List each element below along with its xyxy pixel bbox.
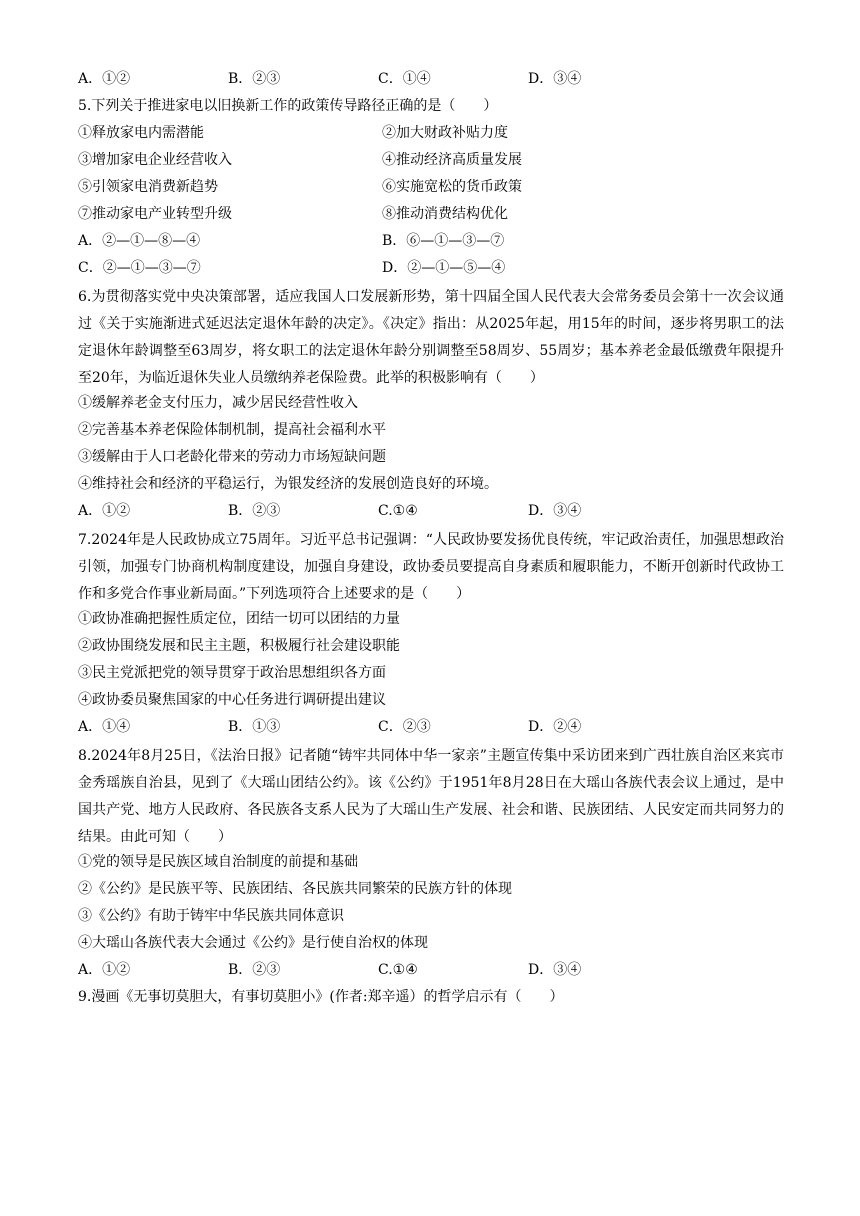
q5-options-row bbox=[78, 230, 784, 257]
q8-item: ③《公约》有助于铸牢中华民族共同体意识 bbox=[78, 908, 344, 924]
q4-options bbox=[78, 68, 784, 95]
q8-options bbox=[78, 959, 784, 986]
q5-options-row bbox=[78, 257, 784, 284]
q8-item: ①党的领导是民族区域自治制度的前提和基础 bbox=[78, 854, 358, 870]
q6-stem: 6.为贯彻落实党中央决策部署，适应我国人口发展新形势，第十四届全国人民代表大会常务委员会第十一次会议通过《关于实施渐进式延迟法定退休年龄的决定》。《决定》指出：从2025年起，用15年的时间，逐步将男职工的法定退休年龄调整至63周岁，将女职工的法定退休年龄分别调整至58周岁、55周岁；基本养老金最低缴费年限提升至20年，为临近退休失业人员缴纳养老保险费。此举的积极影响有（ ） bbox=[78, 289, 784, 386]
q6-option-a[interactable]: A．①② bbox=[78, 503, 131, 519]
q5-items-row bbox=[78, 176, 784, 203]
q8-option-d[interactable]: D．③④ bbox=[528, 962, 582, 978]
q5-item: ⑤引领家电消费新趋势 bbox=[78, 179, 218, 195]
q7-option-c[interactable]: C．②③ bbox=[378, 719, 431, 735]
q6-option-c[interactable]: C.①④ bbox=[378, 503, 418, 519]
q7-option-b[interactable]: B．①③ bbox=[228, 719, 281, 735]
q7-item: ①政协准确把握性质定位，团结一切可以团结的力量 bbox=[78, 611, 400, 627]
q5-items-row bbox=[78, 203, 784, 230]
q5-option-d[interactable]: D．②—①—⑤—④ bbox=[382, 260, 506, 276]
q7-item: ④政协委员聚焦国家的中心任务进行调研提出建议 bbox=[78, 692, 386, 708]
q6-option-b[interactable]: B．②③ bbox=[228, 503, 281, 519]
q4-option-a[interactable]: A．①② bbox=[78, 71, 131, 87]
q5-option-b[interactable]: B．⑥—①—③—⑦ bbox=[382, 233, 505, 249]
q4-option-c[interactable]: C．①④ bbox=[378, 71, 431, 87]
q5-option-c[interactable]: C．②—①—③—⑦ bbox=[78, 260, 201, 276]
q5-option-a[interactable]: A．②—①—⑧—④ bbox=[78, 233, 201, 249]
q5-item: ⑧推动消费结构优化 bbox=[382, 206, 508, 222]
q8-item: ④大瑶山各族代表大会通过《公约》是行使自治权的体现 bbox=[78, 935, 428, 951]
q8-item: ②《公约》是民族平等、民族团结、各民族共同繁荣的民族方针的体现 bbox=[78, 881, 512, 897]
q7-option-d[interactable]: D．②④ bbox=[528, 719, 582, 735]
q6-option-d[interactable]: D．③④ bbox=[528, 503, 582, 519]
q5-item: ②加大财政补贴力度 bbox=[382, 125, 508, 141]
exam-page bbox=[78, 68, 784, 1013]
q5-item: ①释放家电内需潜能 bbox=[78, 125, 204, 141]
q8-option-a[interactable]: A．①② bbox=[78, 962, 131, 978]
q6-options bbox=[78, 500, 784, 527]
q6-item: ②完善基本养老保险体制机制，提高社会福利水平 bbox=[78, 422, 386, 438]
q6-item: ④维持社会和经济的平稳运行，为银发经济的发展创造良好的环境。 bbox=[78, 476, 498, 492]
q6-item: ①缓解养老金支付压力，减少居民经营性收入 bbox=[78, 395, 358, 411]
q5-item: ⑥实施宽松的货币政策 bbox=[382, 179, 522, 195]
q4-option-d[interactable]: D．③④ bbox=[528, 71, 582, 87]
q5-item: ③增加家电企业经营收入 bbox=[78, 152, 232, 168]
q9-stem: 9.漫画《无事切莫胆大，有事切莫胆小》(作者:郑辛遥）的哲学启示有（ ） bbox=[78, 989, 564, 1005]
q7-option-a[interactable]: A．①④ bbox=[78, 719, 131, 735]
q8-stem: 8.2024年8月25日，《法治日报》记者随“铸牢共同体中华一家亲”主题宣传集中采访团来到广西壮族自治区来宾市金秀瑶族自治县，见到了《大瑶山团结公约》。该《公约》于1951年8月28日在大瑶山各族代表会议上通过，是中国共产党、地方人民政府、各民族各支系人民为了大瑶山生产发展、社会和谐、民族团结、人民安定而共同努力的结果。由此可知（ ） bbox=[78, 748, 784, 845]
q7-options bbox=[78, 716, 784, 743]
q5-stem: 5.下列关于推进家电以旧换新工作的政策传导路径正确的是（ ） bbox=[78, 98, 498, 114]
q4-option-b[interactable]: B．②③ bbox=[228, 71, 281, 87]
q5-item: ④推动经济高质量发展 bbox=[382, 152, 522, 168]
q6-item: ③缓解由于人口老龄化带来的劳动力市场短缺问题 bbox=[78, 449, 386, 465]
q5-item: ⑦推动家电产业转型升级 bbox=[78, 206, 232, 222]
q7-item: ③民主党派把党的领导贯穿于政治思想组织各方面 bbox=[78, 665, 386, 681]
q7-item: ②政协围绕发展和民主主题，积极履行社会建设职能 bbox=[78, 638, 400, 654]
q8-option-c[interactable]: C.①④ bbox=[378, 962, 418, 978]
q5-items-row bbox=[78, 149, 784, 176]
q5-items-row bbox=[78, 122, 784, 149]
q7-stem: 7.2024年是人民政协成立75周年。习近平总书记强调：“人民政协要发扬优良传统，牢记政治责任，加强思想政治引领，加强专门协商机构制度建设，加强自身建设，政协委员要提高自身素质和履职能力，不断开创新时代政协工作和多党合作事业新局面。”下列选项符合上述要求的是（ ） bbox=[78, 532, 784, 602]
q8-option-b[interactable]: B．②③ bbox=[228, 962, 281, 978]
